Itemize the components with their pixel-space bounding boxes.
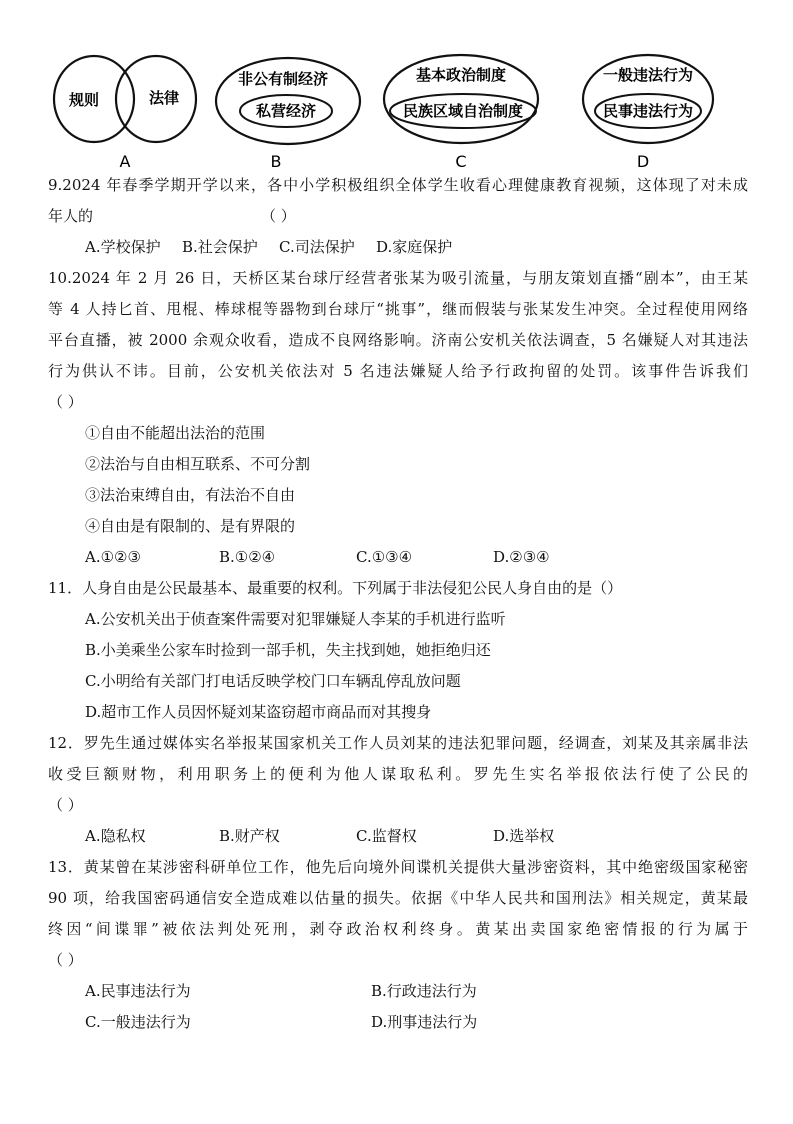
q9-answer-paren: （ ） (261, 207, 296, 225)
q10-statement-3: ③法治束缚自由，有法治不自由 (85, 486, 296, 504)
diagram-b-letter: B (270, 152, 282, 171)
q11-option-a[interactable]: A.公安机关出于侦查案件需要对犯罪嫌疑人李某的手机进行监听 (85, 610, 506, 628)
q11-option-c[interactable]: C.小明给有关部门打电话反映学校门口车辆乱停乱放问题 (85, 672, 461, 690)
q10-option-c[interactable]: C.①③④ (356, 548, 413, 566)
q10-line-3: 平台直播，被 2000 余观众收看，造成不良网络影响。济南公安机关依法调查，5 名嫌疑人对其违法 (48, 331, 748, 349)
diagram-a-letter: A (119, 152, 131, 171)
diagram-a (54, 56, 196, 171)
diagram-c-outer-label: 基本政治制度 (415, 66, 507, 84)
q13-line-2: 90 项，给我国密码通信安全造成难以估量的损失。依据《中华人民共和国刑法》相关规定，黄某最 (48, 889, 748, 907)
question-12 (48, 728, 748, 852)
diagram-c-letter: C (455, 152, 467, 171)
q12-line-1: 12．罗先生通过媒体实名举报某国家机关工作人员刘某的违法犯罪问题，经调查，刘某及其亲属非法 (48, 734, 748, 752)
q10-option-d[interactable]: D.②③④ (493, 548, 550, 566)
q9-options (48, 232, 748, 263)
q13-answer-paren: （ ） (48, 951, 83, 969)
diagram-svg (0, 0, 793, 175)
diagram-b (216, 58, 360, 171)
q13-option-a[interactable]: A.民事违法行为 (85, 982, 191, 1000)
question-11 (48, 573, 748, 728)
q10-options (48, 542, 748, 573)
q13-line-3: 终因“间谍罪”被依法判处死刑，剥夺政治权利终身。黄某出卖国家绝密情报的行为属于 (48, 920, 748, 938)
question-10 (48, 263, 748, 573)
diagram-d (583, 55, 713, 171)
q9-option-a[interactable]: A.学校保护 (85, 238, 161, 256)
q9-line-2 (48, 201, 748, 232)
question-9 (48, 170, 748, 263)
diagram-b-outer-label: 非公有制经济 (237, 70, 329, 88)
diagram-b-inner-label: 私营经济 (255, 102, 317, 120)
q13-line-1: 13．黄某曾在某涉密科研单位工作，他先后向境外间谍机关提供大量涉密资料，其中绝密级国家秘密 (48, 858, 748, 876)
q12-option-c[interactable]: C.监督权 (356, 827, 417, 845)
diagram-a-left-label: 规则 (68, 91, 100, 109)
q13-options-row-2 (48, 1007, 748, 1038)
q10-statement-1: ①自由不能超出法治的范围 (85, 424, 266, 442)
q13-option-c[interactable]: C.一般违法行为 (85, 1013, 191, 1031)
q9-option-c[interactable]: C.司法保护 (279, 238, 355, 256)
q11-option-b[interactable]: B.小美乘坐公家车时捡到一部手机，失主找到她，她拒绝归还 (85, 641, 491, 659)
q10-line-2: 等 4 人持匕首、甩棍、棒球棍等器物到台球厅“挑事”，继而假装与张某发生冲突。全过程使用网络 (48, 300, 748, 318)
question-13 (48, 852, 748, 1038)
q9-option-b[interactable]: B.社会保护 (182, 238, 258, 256)
diagram-c (384, 55, 538, 171)
q10-statement-2: ②法治与自由相互联系、不可分割 (85, 455, 311, 473)
q9-line-1: 9.2024 年春季学期开学以来，各中小学积极组织全体学生收看心理健康教育视频，这体现了对未成 (48, 176, 748, 194)
q13-options-row-1 (48, 976, 748, 1007)
q9-line-2-text: 年人的 (48, 207, 94, 225)
q13-option-b[interactable]: B.行政违法行为 (371, 982, 477, 1000)
q10-line-4: 行为供认不讳。目前，公安机关依法对 5 名违法嫌疑人给予行政拘留的处罚。该事件告诉我们 (48, 362, 748, 380)
diagram-c-inner-label: 民族区域自治制度 (402, 102, 524, 120)
q10-line-1: 10.2024 年 2 月 26 日，天桥区某台球厅经营者张某为吸引流量，与朋友策划直播“剧本”，由王某 (48, 269, 748, 287)
q13-option-d[interactable]: D.刑事违法行为 (371, 1013, 478, 1031)
q11-line-1: 11．人身自由是公民最基本、最重要的权利。下列属于非法侵犯公民人身自由的是（） (48, 579, 623, 597)
q10-option-a[interactable]: A.①②③ (85, 548, 141, 566)
q12-option-a[interactable]: A.隐私权 (85, 827, 146, 845)
q10-answer-paren: （ ） (48, 393, 83, 411)
diagram-d-outer-label: 一般违法行为 (602, 66, 694, 84)
q12-options (48, 821, 748, 852)
q12-answer-paren: （ ） (48, 796, 83, 814)
question-list (48, 170, 748, 1038)
diagram-d-inner-label: 民事违法行为 (602, 102, 694, 120)
q12-line-2: 收受巨额财物，利用职务上的便利为他人谋取私利。罗先生实名举报依法行使了公民的 (48, 765, 748, 783)
q9-option-d[interactable]: D.家庭保护 (376, 238, 453, 256)
q12-option-b[interactable]: B.财产权 (219, 827, 280, 845)
diagram-a-right-label: 法律 (148, 89, 180, 107)
concept-diagrams (0, 0, 793, 175)
q10-option-b[interactable]: B.①②④ (219, 548, 276, 566)
q12-option-d[interactable]: D.选举权 (493, 827, 555, 845)
diagram-d-letter: D (636, 152, 650, 171)
q11-option-d[interactable]: D.超市工作人员因怀疑刘某盗窃超市商品而对其搜身 (85, 703, 432, 721)
q10-statement-4: ④自由是有限制的、是有界限的 (85, 517, 296, 535)
